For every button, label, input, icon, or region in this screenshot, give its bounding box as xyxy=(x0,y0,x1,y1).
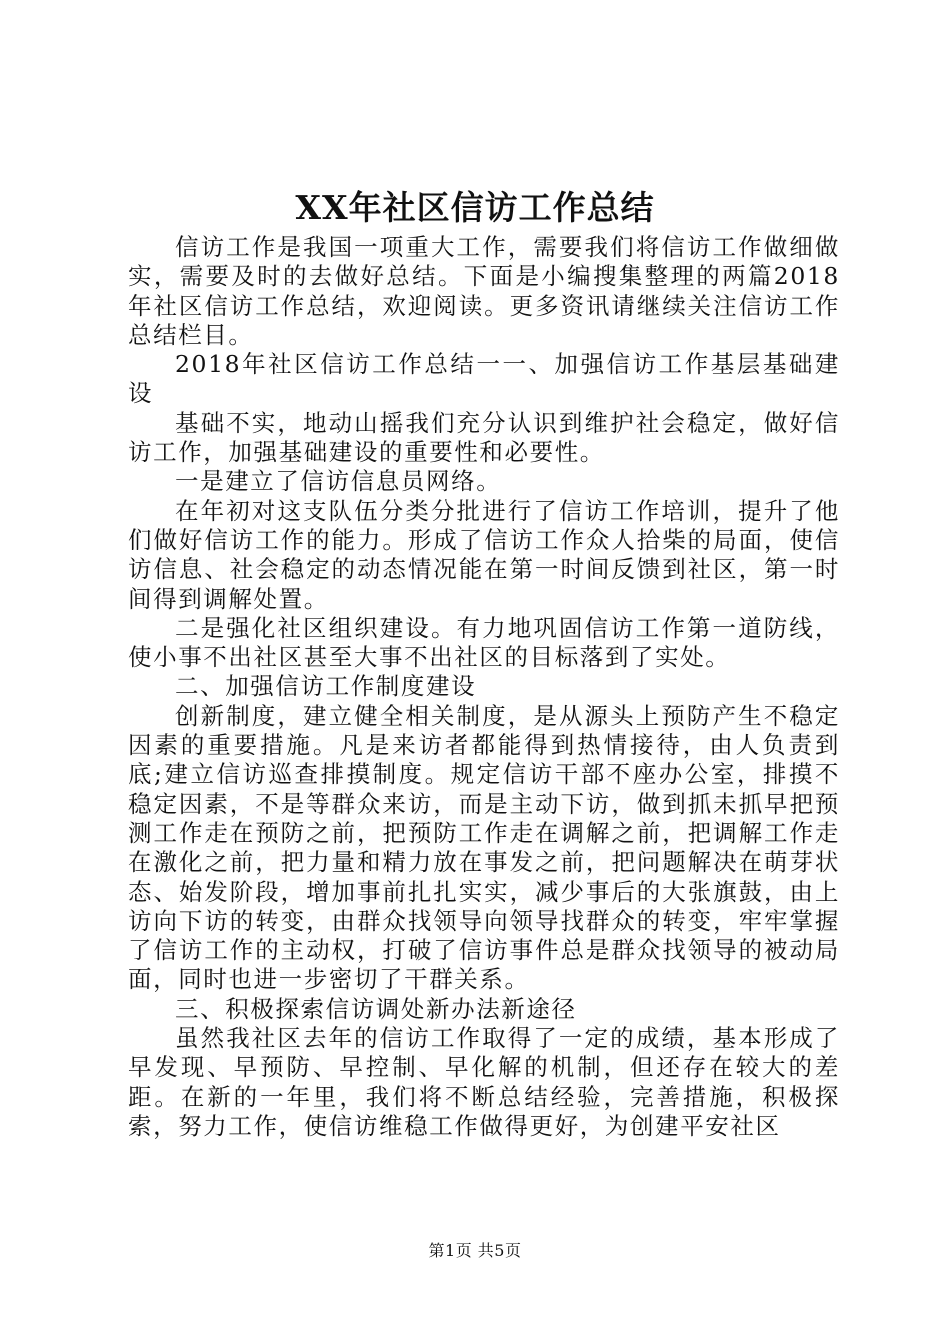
page-footer: 第1页 共5页 xyxy=(428,1241,522,1260)
document-title: XX年社区信访工作总结 xyxy=(295,188,655,227)
paragraph-system-building: 创新制度，建立健全相关制度，是从源头上预防产生不稳定因素的重要措施。凡是来访者都能得到热情接待，由人负责到底;建立信访巡查排摸制度。规定信访干部不座办公室，排摸不稳定因素，不是等群众来访，而是主动下访，做到抓未抓早把预测工作走在预防之前，把预防工作走在调解之前，把调解工作走在激化之前，把力量和精力放在事发之前，把问题解决在萌芽状态、始发阶段，增加事前扎扎实实，减少事后的大张旗鼓，由上访向下访的转变，由群众找领导向领导找群众的转变，牢牢掌握了信访工作的主动权，打破了信访事件总是群众找领导的被动局面，同时也进一步密切了干群关系。 xyxy=(128,701,840,994)
paragraph-intro: 信访工作是我国一项重大工作，需要我们将信访工作做细做实，需要及时的去做好总结。下面是小编搜集整理的两篇2018年社区信访工作总结，欢迎阅读。更多资讯请继续关注信访工作总结栏目。 xyxy=(128,233,840,349)
paragraph-outlook: 虽然我社区去年的信访工作取得了一定的成绩，基本形成了早发现、早预防、早控制、早化解的机制，但还存在较大的差距。在新的一年里，我们将不断总结经验，完善措施，积极探索，努力工作，使信访维稳工作做得更好，为创建平安社区 xyxy=(128,1024,840,1140)
paragraph-foundation: 基础不实，地动山摇我们充分认识到维护社会稳定，做好信访工作，加强基础建设的重要性和必要性。 xyxy=(128,408,840,467)
paragraph-training: 在年初对这支队伍分类分批进行了信访工作培训，提升了他们做好信访工作的能力。形成了信访工作众人拾柴的局面，使信访信息、社会稳定的动态情况能在第一时间反馈到社区，第一时间得到调解处置。 xyxy=(128,496,840,613)
paragraph-section-heading-3: 三、积极探索信访调处新办法新途径 xyxy=(175,994,577,1023)
paragraph-point-two: 二是强化社区组织建设。有力地巩固信访工作第一道防线，使小事不出社区甚至大事不出社区的目标落到了实处。 xyxy=(128,613,840,672)
paragraph-section-heading-1: 2018年社区信访工作总结一一、加强信访工作基层基础建设 xyxy=(128,350,840,408)
document-body xyxy=(128,233,840,1141)
paragraph-section-heading-2: 二、加强信访工作制度建设 xyxy=(175,672,477,701)
paragraph-point-one: 一是建立了信访信息员网络。 xyxy=(175,467,502,496)
